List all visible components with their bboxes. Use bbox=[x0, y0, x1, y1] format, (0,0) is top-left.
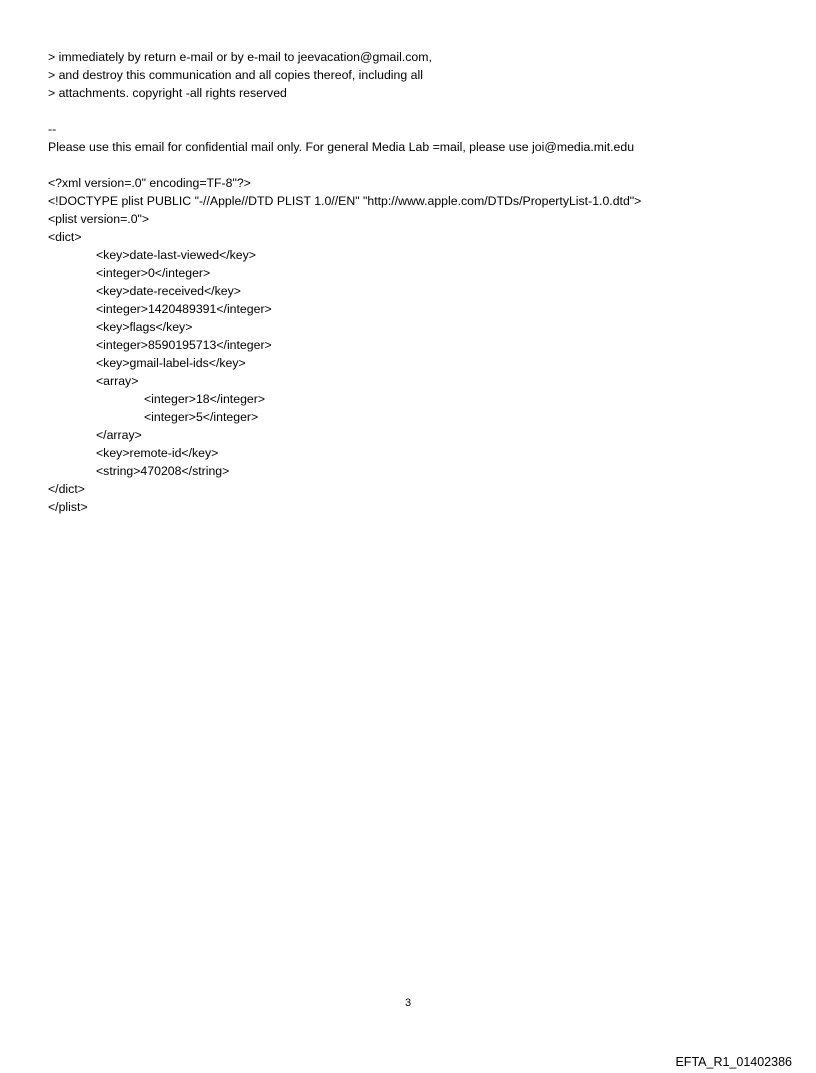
plist-entry: <key>date-received</key> bbox=[96, 284, 241, 298]
dict-open-tag: <dict> bbox=[48, 230, 82, 244]
plist-entry: <key>flags</key> bbox=[96, 320, 193, 334]
plist-doctype: <!DOCTYPE plist PUBLIC "-//Apple//DTD PLIST 1.0//EN" "http://www.apple.com/DTDs/PropertyList-1.0.dtd"> bbox=[48, 194, 642, 208]
quoted-line: > immediately by return e-mail or by e-mail to jeevacation@gmail.com, bbox=[48, 50, 432, 64]
plist-open-tag: <plist version=.0"> bbox=[48, 212, 150, 226]
plist-entry: <key>gmail-label-ids</key> bbox=[96, 356, 246, 370]
plist-entry: <integer>8590195713</integer> bbox=[96, 338, 272, 352]
spacer bbox=[48, 102, 788, 120]
plist-entry: <key>remote-id</key> bbox=[96, 446, 219, 460]
spacer bbox=[48, 156, 788, 174]
plist-entry: <array> bbox=[96, 374, 139, 388]
plist-entry: <integer>0</integer> bbox=[96, 266, 211, 280]
document-body bbox=[48, 48, 788, 516]
quoted-line: > attachments. copyright -all rights reserved bbox=[48, 86, 287, 100]
plist-entry: <integer>1420489391</integer> bbox=[96, 302, 272, 316]
quoted-line: > and destroy this communication and all copies thereof, including all bbox=[48, 68, 423, 82]
dict-close-tag: </dict> bbox=[48, 482, 85, 496]
plist-array-item: <integer>5</integer> bbox=[144, 410, 259, 424]
array-close-tag: </array> bbox=[96, 428, 142, 442]
plist-array-item: <integer>18</integer> bbox=[144, 392, 266, 406]
plist-entry: <key>date-last-viewed</key> bbox=[96, 248, 256, 262]
signature-note: Please use this email for confidential mail only. For general Media Lab =mail, please use joi@media.mit.edu bbox=[48, 140, 635, 154]
page-number: 3 bbox=[404, 997, 412, 1009]
plist-close-tag: </plist> bbox=[48, 500, 88, 514]
signature-separator: -- bbox=[48, 122, 57, 136]
document-id: EFTA_R1_01402386 bbox=[675, 1055, 792, 1069]
xml-declaration: <?xml version=.0" encoding=TF-8"?> bbox=[48, 176, 251, 190]
plist-entry: <string>470208</string> bbox=[96, 464, 230, 478]
